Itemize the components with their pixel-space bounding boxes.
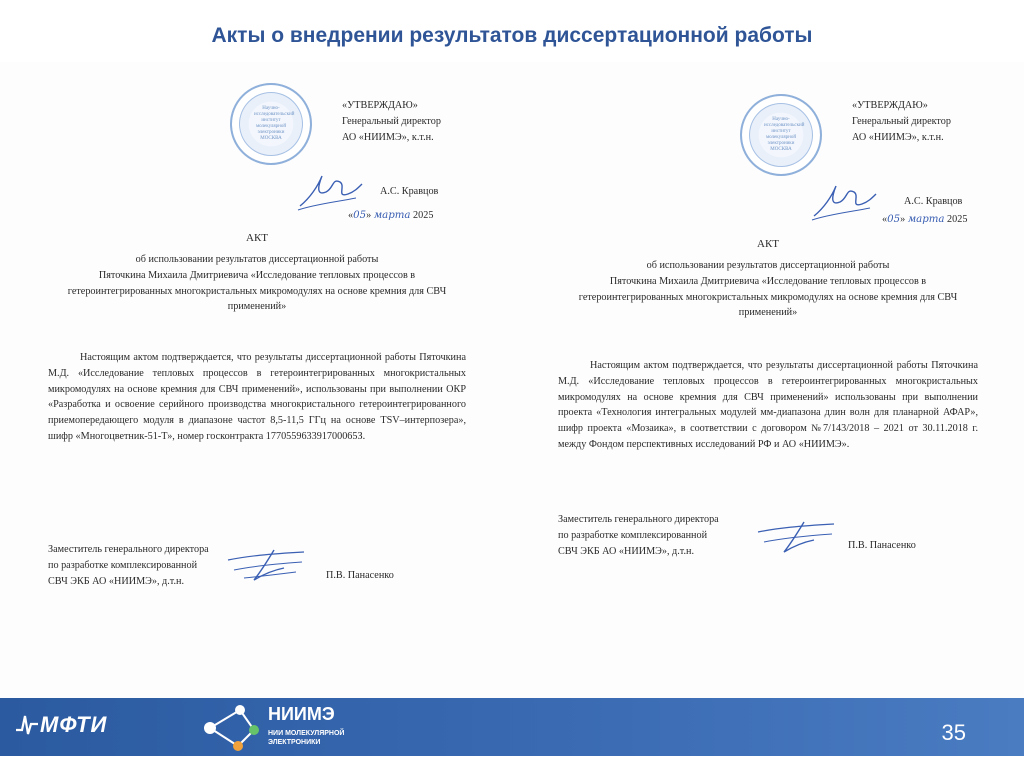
date-month: марта — [373, 210, 411, 221]
approver-name: А.С. Кравцов — [380, 186, 439, 197]
deputy-title-line: СВЧ ЭКБ АО «НИИМЭ», д.т.н. — [558, 545, 695, 557]
date-open-quote: « — [348, 210, 354, 221]
page-number: 35 — [941, 720, 966, 745]
act-title: АКТ — [246, 232, 268, 244]
director-signature — [296, 168, 366, 212]
act-subject-line: применений» — [738, 307, 798, 319]
niime-molecule-icon — [200, 702, 262, 754]
date-close-quote: » — [366, 210, 372, 221]
date-open-quote: « — [882, 214, 888, 225]
mipt-wave-icon — [14, 710, 40, 738]
deputy-title-line: СВЧ ЭКБ АО «НИИМЭ», д.т.н. — [48, 575, 185, 587]
deputy-signature — [224, 546, 310, 586]
act-subject-line: Пяточкина Михаила Дмитриевича «Исследование тепловых процессов в — [609, 275, 927, 287]
date-year: 2025 — [413, 210, 434, 221]
seal-stamp — [740, 94, 822, 176]
act-body-paragraph: Настоящим актом подтверждается, что результаты диссертационной работы Пяточкина М.Д. «Исследование тепловых процессов в гетероинтегрированных многокристальных микромодулях на основе кремния для СВЧ применений» использованы при выполнении проекта «Технология интегральных модулей мм-диапазона длин волн для планарной АФАР», шифр проекта «Мозаика», в соответствии с договором №7/143/2018 – 2021 от 30.11.2018 г. между Фондом перспективных исследований РФ и АО «НИИМЭ». — [558, 360, 978, 451]
deputy-name: П.В. Панасенко — [326, 570, 394, 581]
approval-block — [852, 98, 992, 145]
approver-position: Генеральный директор — [342, 115, 441, 127]
act-subject — [48, 252, 466, 315]
deputy-name: П.В. Панасенко — [848, 540, 916, 551]
approval-date — [348, 208, 433, 224]
act-subject-line: об использовании результатов диссертационной работы — [646, 260, 890, 271]
act-subject-line: гетероинтегрированных многокристальных микромодулях на основе кремния для СВЧ — [578, 291, 958, 303]
approver-org: АО «НИИМЭ», к.т.н. — [852, 131, 944, 143]
seal-stamp-text: Научно-исследовательский институт молекулярной электроники МОСКВА — [254, 106, 295, 141]
seal-stamp — [230, 83, 312, 165]
act-document-left — [48, 68, 466, 668]
deputy-title-line: по разработке комплексированной — [48, 559, 198, 571]
director-signature — [810, 178, 880, 222]
date-year: 2025 — [947, 214, 968, 225]
niime-logo-subtitle — [268, 729, 344, 748]
approver-name: А.С. Кравцов — [904, 196, 963, 207]
act-subject-line: гетероинтегрированных многокристальных микромодулях на основе кремния для СВЧ — [67, 285, 447, 297]
act-subject-line: Пяточкина Михаила Дмитриевича «Исследование тепловых процессов в — [98, 269, 416, 281]
date-day: 05 — [353, 210, 367, 221]
mipt-logo-text: МФТИ — [40, 712, 108, 737]
approval-date — [882, 212, 967, 228]
deputy-title-line: по разработке комплексированной — [558, 529, 708, 541]
act-subject-line: применений» — [227, 301, 287, 313]
act-subject-line: об использовании результатов диссертационной работы — [135, 254, 379, 265]
deputy-title-block — [558, 512, 728, 559]
act-document-right — [558, 68, 978, 668]
approval-block — [342, 98, 482, 145]
deputy-title-block — [48, 542, 218, 589]
footer-bar — [0, 698, 1024, 756]
deputy-signature — [754, 518, 840, 558]
slide-title: Акты о внедрении результатов диссертационной работы — [211, 24, 813, 47]
approve-label: «УТВЕРЖДАЮ» — [852, 100, 928, 111]
seal-stamp-text: Научно-исследовательский институт молекулярной электроники МОСКВА — [764, 117, 805, 152]
act-body-paragraph: Настоящим актом подтверждается, что результаты диссертационной работы Пяточкина М.Д. «Исследование тепловых процессов в гетероинтегрированных многокристальных микромодулях на основе кремния для СВЧ применений», использованы при выполнении ОКР «Разработка и освоение серийного производства многокристального гетероинтегрированного приемопередающего модуля в диапазоне частот 8,5-11,5 ГГц на основе TSV–интерпозера», шифр «Многоцветник-51-Т», номер госконтракта 177055963391700065З. — [48, 352, 466, 443]
date-month: марта — [907, 214, 945, 225]
niime-subtitle-line: ЭЛЕКТРОНИКИ — [268, 739, 321, 747]
deputy-title-line: Заместитель генерального директора — [48, 544, 209, 555]
date-close-quote: » — [900, 214, 906, 225]
footer-bottom-stripe — [0, 756, 1024, 767]
act-body — [48, 350, 466, 445]
niime-subtitle-line: НИИ МОЛЕКУЛЯРНОЙ — [268, 730, 345, 737]
niime-logo-name: НИИМЭ — [268, 704, 335, 724]
act-body — [558, 358, 978, 453]
deputy-title-line: Заместитель генерального директора — [558, 514, 719, 525]
approver-position: Генеральный директор — [852, 115, 951, 127]
date-day: 05 — [887, 214, 901, 225]
approve-label: «УТВЕРЖДАЮ» — [342, 100, 418, 111]
approver-org: АО «НИИМЭ», к.т.н. — [342, 131, 434, 143]
act-title: АКТ — [757, 238, 779, 250]
act-subject — [558, 258, 978, 321]
